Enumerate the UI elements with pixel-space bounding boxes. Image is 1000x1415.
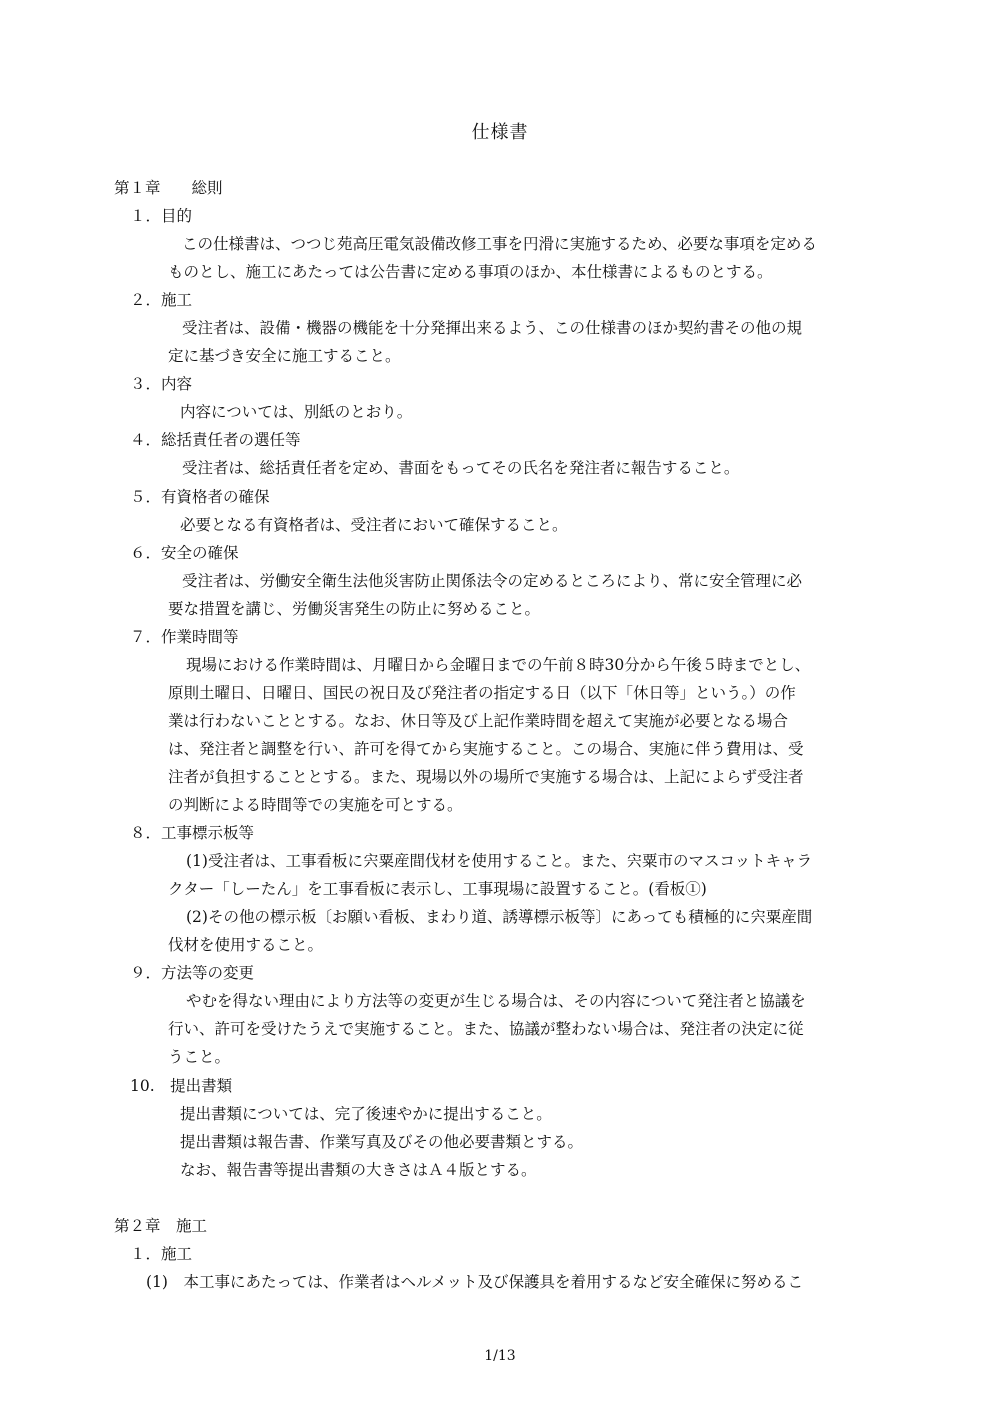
section-9-line-3: うこと。 bbox=[168, 1048, 231, 1066]
document-title: 仕様書 bbox=[471, 122, 529, 143]
chapter-2-section-1-heading: １．施工 bbox=[130, 1245, 193, 1263]
section-1-heading: １．目的 bbox=[130, 207, 193, 225]
section-4-line-1: 受注者は、総括責任者を定め、書面をもってその氏名を発注者に報告すること。 bbox=[182, 459, 740, 477]
section-10-heading: 10. 提出書類 bbox=[130, 1077, 233, 1095]
section-2-line-2: 定に基づき安全に施工すること。 bbox=[168, 347, 401, 365]
section-8-line-4: 伐材を使用すること。 bbox=[168, 936, 324, 954]
section-7-line-5: 注者が負担することとする。また、現場以外の場所で実施する場合は、上記によらず受注者 bbox=[168, 768, 804, 786]
section-9-heading: ９．方法等の変更 bbox=[130, 964, 255, 982]
section-10-line-3: なお、報告書等提出書類の大きさはＡ４版とする。 bbox=[180, 1161, 537, 1179]
section-8-line-2: クター「しーたん」を工事看板に表示し、工事現場に設置すること。(看板①) bbox=[168, 880, 707, 898]
section-1-line-1: この仕様書は、つつじ苑高圧電気設備改修工事を円滑に実施するため、必要な事項を定める bbox=[182, 235, 817, 253]
section-7-line-6: の判断による時間等での実施を可とする。 bbox=[168, 796, 463, 814]
section-7-heading: ７．作業時間等 bbox=[130, 628, 239, 646]
chapter-1-heading: 第１章 総則 bbox=[114, 179, 223, 197]
section-3-heading: ３．内容 bbox=[130, 375, 193, 393]
page-number: 1/13 bbox=[484, 1348, 516, 1364]
chapter-2-heading: 第２章 施工 bbox=[114, 1217, 208, 1235]
chapter-2-section-1-line-1: (1) 本工事にあたっては、作業者はヘルメット及び保護具を着用するなど安全確保に努めるこ bbox=[146, 1273, 803, 1291]
section-9-line-2: 行い、許可を受けたうえで実施すること。また、協議が整わない場合は、発注者の決定に従 bbox=[168, 1020, 804, 1038]
section-7-line-3: 業は行わないこととする。なお、休日等及び上記作業時間を超えて実施が必要となる場合 bbox=[168, 712, 789, 730]
section-10-line-2: 提出書類は報告書、作業写真及びその他必要書類とする。 bbox=[180, 1133, 584, 1151]
section-6-heading: ６．安全の確保 bbox=[130, 544, 239, 562]
section-8-line-1: (1)受注者は、工事看板に宍粟産間伐材を使用すること。また、宍粟市のマスコットキャラ bbox=[186, 852, 813, 870]
section-9-line-1: やむを得ない理由により方法等の変更が生じる場合は、その内容について発注者と協議を bbox=[186, 992, 806, 1010]
section-7-line-2: 原則土曜日、日曜日、国民の祝日及び発注者の指定する日（以下「休日等」という。）の作 bbox=[168, 684, 796, 702]
section-3-line-1: 内容については、別紙のとおり。 bbox=[180, 403, 413, 421]
section-6-line-2: 要な措置を講じ、労働災害発生の防止に努めること。 bbox=[168, 600, 541, 618]
section-5-heading: ５．有資格者の確保 bbox=[130, 488, 270, 506]
section-4-heading: ４．総括責任者の選任等 bbox=[130, 431, 301, 449]
section-5-line-1: 必要となる有資格者は、受注者において確保すること。 bbox=[180, 516, 568, 534]
section-10-line-1: 提出書類については、完了後速やかに提出すること。 bbox=[180, 1105, 552, 1123]
section-1-line-2: ものとし、施工にあたっては公告書に定める事項のほか、本仕様書によるものとする。 bbox=[168, 263, 773, 281]
section-8-heading: ８．工事標示板等 bbox=[130, 824, 255, 842]
section-2-line-1: 受注者は、設備・機器の機能を十分発揮出来るよう、この仕様書のほか契約書その他の規 bbox=[182, 319, 803, 337]
section-6-line-1: 受注者は、労働安全衛生法他災害防止関係法令の定めるところにより、常に安全管理に必 bbox=[182, 572, 803, 590]
section-7-line-1: 現場における作業時間は、月曜日から金曜日までの午前８時30分から午後５時までとし、 bbox=[186, 656, 811, 674]
section-2-heading: ２．施工 bbox=[130, 291, 193, 309]
section-8-line-3: (2)その他の標示板〔お願い看板、まわり道、誘導標示板等〕にあっても積極的に宍粟産間 bbox=[186, 908, 813, 926]
section-7-line-4: は、発注者と調整を行い、許可を得てから実施すること。この場合、実施に伴う費用は、受 bbox=[168, 740, 804, 758]
